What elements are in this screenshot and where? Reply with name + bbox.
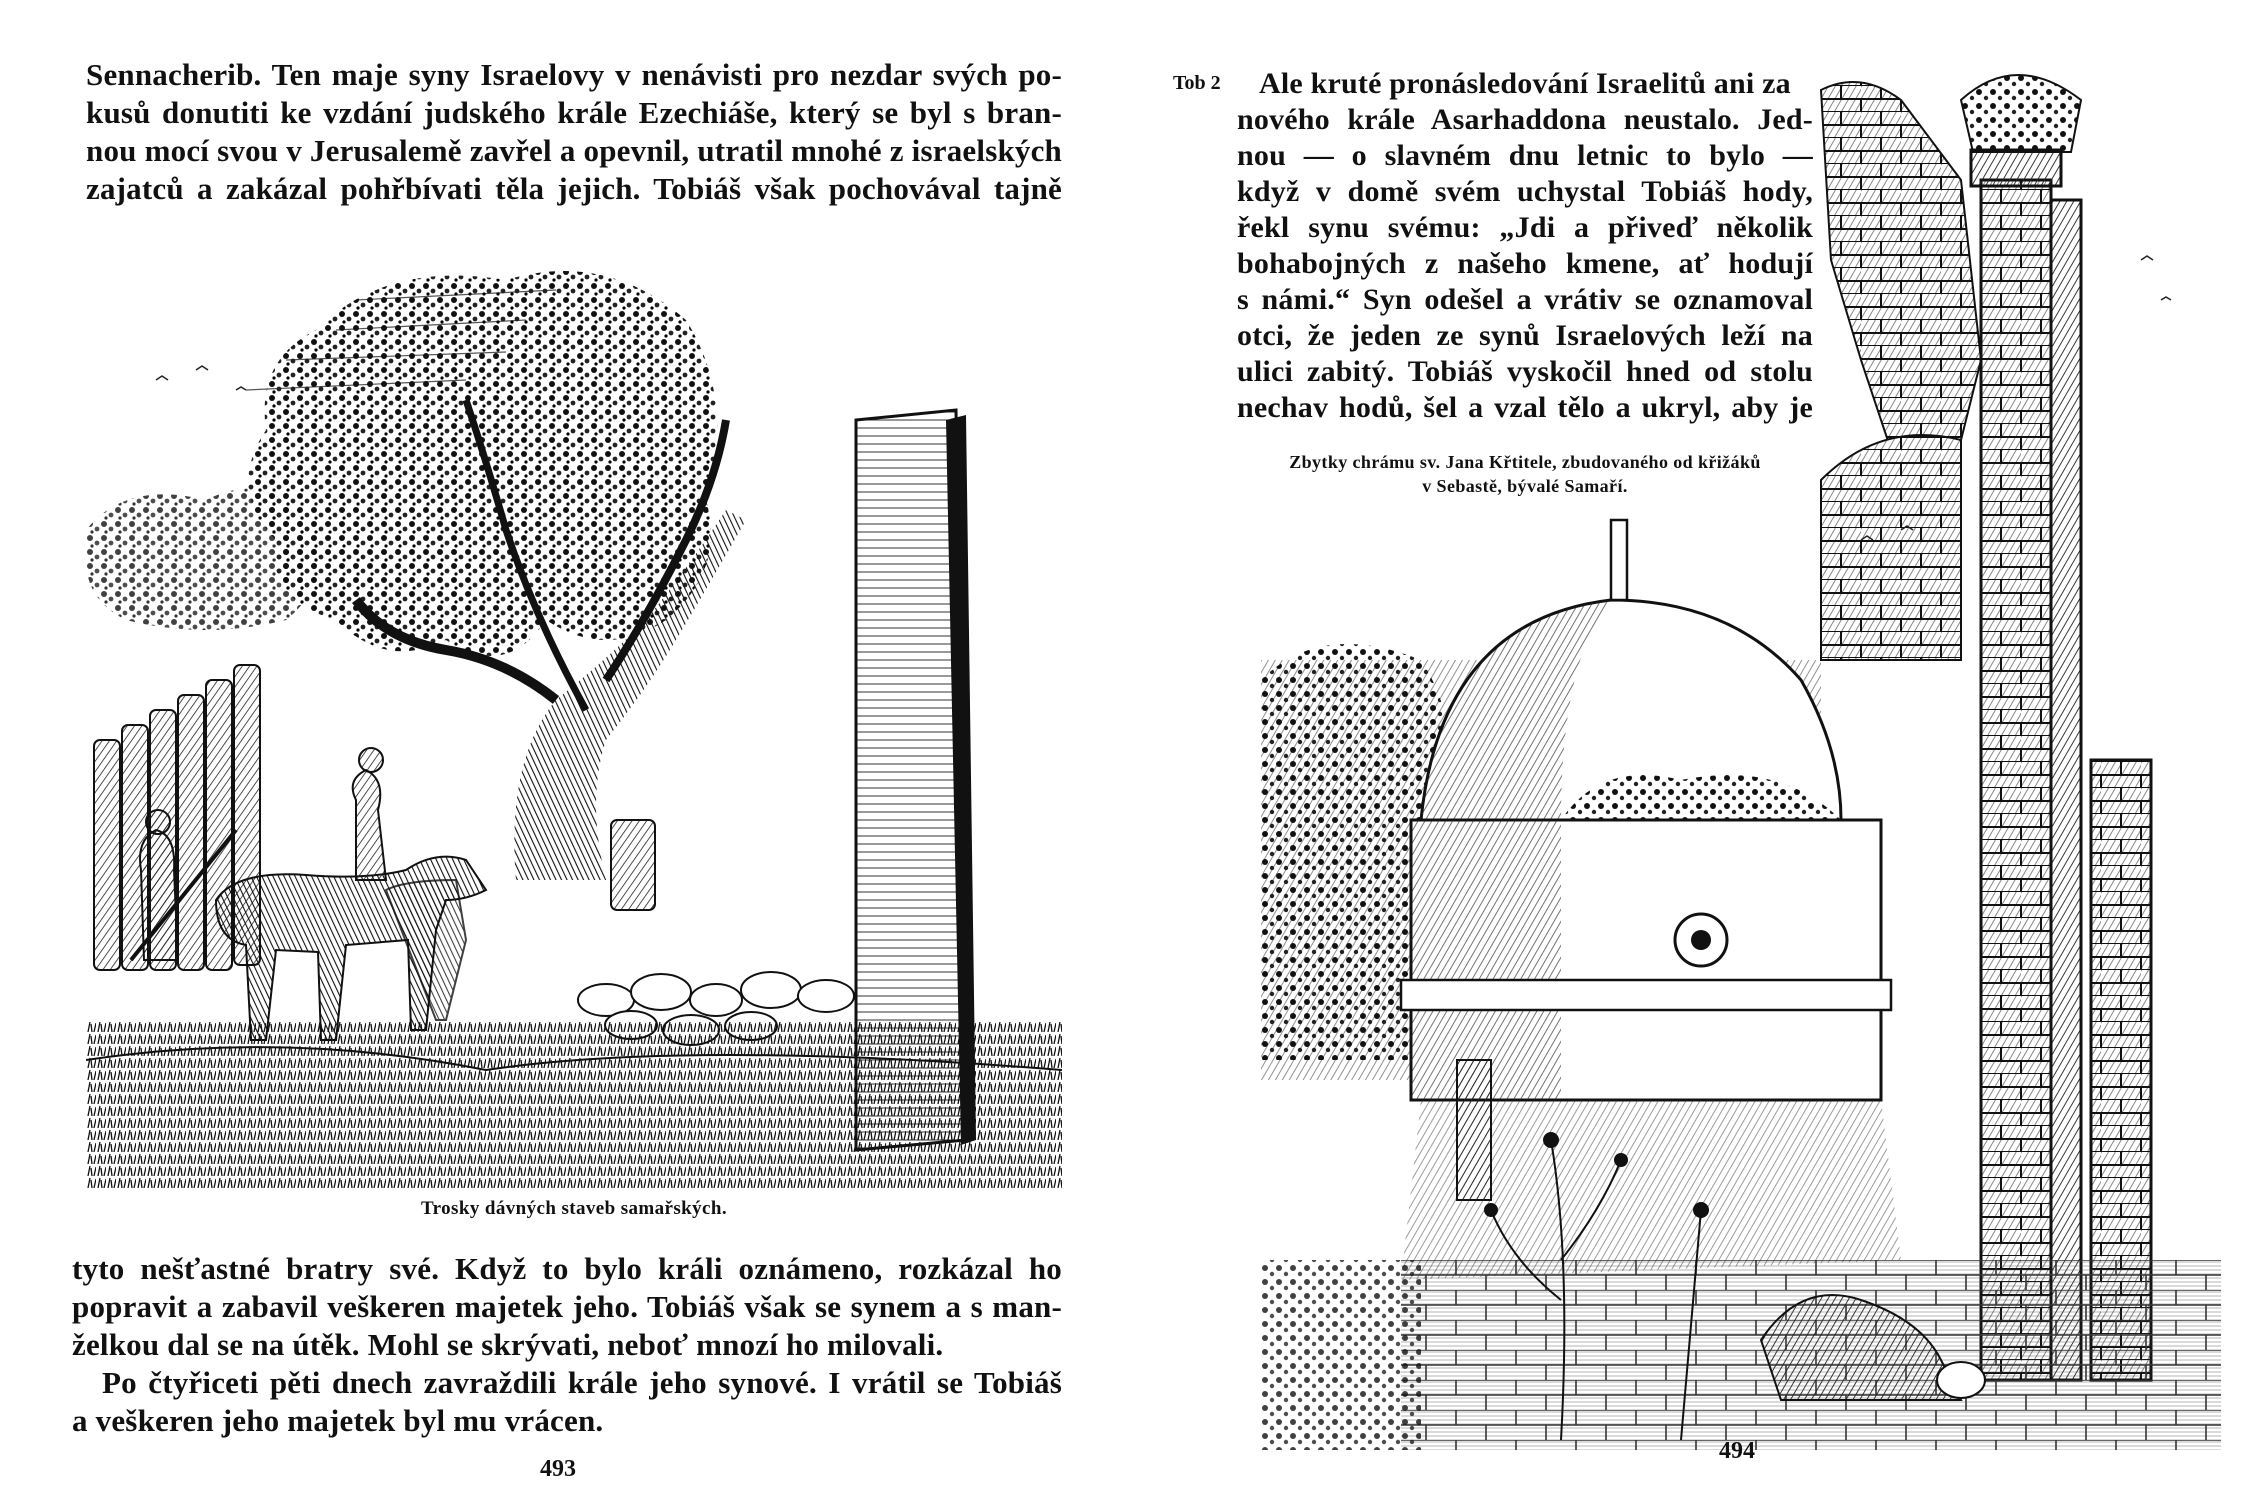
text-line: nou — o slavném dnu letnic to bylo — <box>1237 139 1813 172</box>
text-line: s námi.“ Syn odešel a vrátiv se oznamoval <box>1237 283 1813 316</box>
page-number-right: 494 <box>1719 1438 1755 1464</box>
text-line: otci, že jeden ze synů Israelových leží na <box>1237 319 1813 352</box>
caption-line: v Sebastě, bývalé Samaří. <box>1422 476 1628 496</box>
left-illustration-caption: Trosky dávných staveb samařských. <box>421 1198 727 1219</box>
text-line: popravit a zabavil veškeren majetek jeho. Tobiáš však se synem a s man- <box>72 1289 1062 1324</box>
text-line: zajatců a zakázal pohřbívati těla jejich. Tobiáš však pochovával tajně <box>86 171 1062 206</box>
right-page <box>1121 0 2242 1500</box>
text-line: ulici zabitý. Tobiáš vyskočil hned od stolu <box>1237 355 1813 388</box>
text-line: když v domě svém uchystal Tobiáš hody, <box>1237 175 1813 208</box>
text-line: tyto nešťastné bratry své. Když to bylo králi oznámeno, rozkázal ho <box>72 1251 1062 1286</box>
text-line: nechav hodů, šel a vzal tělo a ukryl, aby je <box>1237 391 1813 424</box>
text-line: Sennacherib. Ten maje syny Israelovy v nenávisti pro nezdar svých po- <box>86 57 1062 92</box>
left-bottom-paragraph <box>72 1250 1062 1364</box>
text-line: nového krále Asarhaddona neustalo. Jed- <box>1237 103 1813 136</box>
text-line: želkou dal se na útěk. Mohl se skrývati, neboť mnozí ho milovali. <box>72 1327 944 1362</box>
marginal-reference: Tob 2 <box>1173 72 1221 94</box>
text-line: Po čtyřiceti pěti dnech zavraždili krále jeho synové. I vrátil se Tobiáš <box>102 1365 1062 1400</box>
text-line: kusů donutiti ke vzdání judského krále Ezechiáše, který se byl s bran- <box>86 95 1062 130</box>
left-top-paragraph <box>86 56 1062 208</box>
text-line: a veškeren jeho majetek byl mu vrácen. <box>72 1403 604 1438</box>
left-final-paragraph <box>72 1364 1062 1440</box>
ruins-engraving <box>86 240 1062 1200</box>
page-number-left: 493 <box>540 1456 576 1482</box>
church-ruins-engraving <box>1261 60 2221 1450</box>
text-line: Ale kruté pronásledování Israelitů ani za <box>1259 67 1791 100</box>
text-line: nou mocí svou v Jerusalemě zavřel a opevnil, utratil mnohé z israelských <box>86 133 1062 168</box>
caption-line: Zbytky chrámu sv. Jana Křtitele, zbudovaného od křižáků <box>1289 452 1761 472</box>
text-line: bohabojných z našeho kmene, ať hodují <box>1237 247 1813 280</box>
text-line: řekl synu svému: „Jdi a přiveď několik <box>1237 211 1813 244</box>
